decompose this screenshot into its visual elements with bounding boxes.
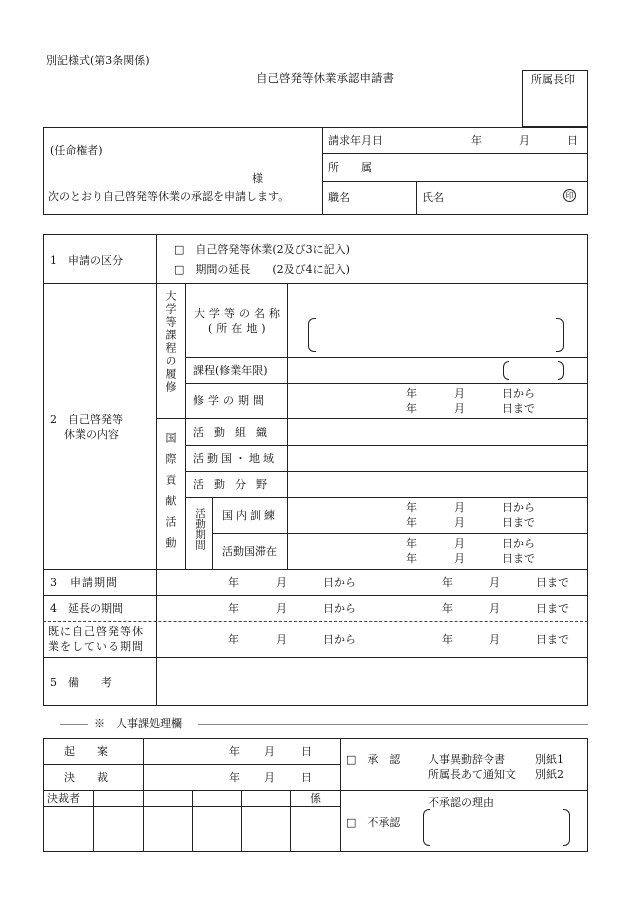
request-date-month[interactable]: 月 bbox=[519, 134, 530, 147]
stay-from-year[interactable]: 年 bbox=[406, 537, 417, 550]
field-label: 活動分野 bbox=[193, 478, 277, 491]
apply-from-day[interactable]: 日から bbox=[323, 576, 356, 589]
affiliation-field[interactable] bbox=[380, 155, 585, 179]
study-period-label: 修学の期間 bbox=[193, 394, 268, 407]
decision-day[interactable]: 日 bbox=[301, 771, 312, 784]
intl-group-label: 国際貢献活動 bbox=[164, 432, 177, 558]
reason-paren-left-icon bbox=[423, 809, 430, 846]
univ-group-label: 大学等課程の履修 bbox=[164, 290, 177, 394]
training-to-day[interactable]: 日まで bbox=[502, 516, 535, 529]
affiliation-label: 所 属 bbox=[328, 161, 372, 174]
request-date-year[interactable]: 年 bbox=[471, 134, 482, 147]
course-label: 課程(修業年限) bbox=[193, 364, 268, 377]
abroad-stay-label: 活動国滞在 bbox=[222, 545, 277, 558]
stay-from-month[interactable]: 月 bbox=[454, 537, 465, 550]
domestic-training-label: 国内訓練 bbox=[222, 509, 278, 522]
ext-from-day[interactable]: 日から bbox=[323, 602, 356, 615]
section2-label-line1: 2 自己啓発等 bbox=[50, 413, 123, 426]
course-paren-left-icon bbox=[503, 361, 509, 380]
stay-to-year[interactable]: 年 bbox=[406, 552, 417, 565]
section1-label: 1 申請の区分 bbox=[50, 254, 123, 267]
doc1-name: 人事異動辞令書 bbox=[428, 753, 505, 766]
apply-to-day[interactable]: 日まで bbox=[536, 576, 569, 589]
existing-from-month[interactable]: 月 bbox=[276, 633, 287, 646]
org-field[interactable] bbox=[290, 420, 585, 443]
form-reference: 別記様式(第3条関係) bbox=[46, 54, 150, 67]
staff-label: 係 bbox=[310, 792, 321, 805]
disapprove-reason-field[interactable] bbox=[420, 808, 576, 848]
univ-name-field[interactable] bbox=[300, 316, 568, 352]
field-field[interactable] bbox=[290, 473, 585, 495]
decision-label: 決 裁 bbox=[64, 771, 108, 784]
study-from-year[interactable]: 年 bbox=[406, 387, 417, 400]
doc1-ref: 別紙1 bbox=[535, 753, 564, 766]
draft-label: 起 案 bbox=[64, 745, 108, 758]
disapprove-reason-label: 不承認の理由 bbox=[428, 796, 494, 809]
stay-from-day[interactable]: 日から bbox=[502, 537, 535, 550]
request-statement: 次のとおり自己啓発等休業の承認を申請します。 bbox=[48, 190, 290, 203]
study-from-month[interactable]: 月 bbox=[454, 387, 465, 400]
study-from-day[interactable]: 日から bbox=[502, 387, 535, 400]
study-to-month[interactable]: 月 bbox=[454, 402, 465, 415]
ext-to-day[interactable]: 日まで bbox=[536, 602, 569, 615]
apply-from-month[interactable]: 月 bbox=[276, 576, 287, 589]
training-to-month[interactable]: 月 bbox=[454, 516, 465, 529]
ext-from-month[interactable]: 月 bbox=[276, 602, 287, 615]
doc2-ref: 別紙2 bbox=[535, 768, 564, 781]
apply-from-year[interactable]: 年 bbox=[228, 576, 239, 589]
univ-name-paren-left-icon bbox=[308, 318, 316, 352]
ext-to-month[interactable]: 月 bbox=[489, 602, 500, 615]
decision-year[interactable]: 年 bbox=[229, 771, 240, 784]
stay-to-month[interactable]: 月 bbox=[454, 552, 465, 565]
univ-name-paren-right-icon bbox=[556, 318, 564, 352]
position-field[interactable] bbox=[352, 184, 412, 212]
disapprove-checkbox[interactable]: □ 不承認 bbox=[346, 816, 401, 829]
univ-name-label: 大学等の名称 bbox=[194, 307, 284, 320]
request-date-day[interactable]: 日 bbox=[567, 134, 578, 147]
study-to-day[interactable]: 日まで bbox=[502, 402, 535, 415]
training-to-year[interactable]: 年 bbox=[406, 516, 417, 529]
draft-month[interactable]: 月 bbox=[264, 745, 275, 758]
draft-day[interactable]: 日 bbox=[301, 745, 312, 758]
draft-year[interactable]: 年 bbox=[229, 745, 240, 758]
appointer-label: (任命権者) bbox=[50, 144, 103, 157]
existing-period-line1: 既に自己啓発等休 bbox=[48, 625, 144, 638]
section2-label-line2: 休業の内容 bbox=[64, 428, 119, 441]
name-field[interactable] bbox=[450, 184, 555, 212]
ext-to-year[interactable]: 年 bbox=[442, 602, 453, 615]
study-to-year[interactable]: 年 bbox=[406, 402, 417, 415]
training-from-month[interactable]: 月 bbox=[454, 501, 465, 514]
existing-period-line2: 業をしている期間 bbox=[48, 640, 144, 653]
decision-month[interactable]: 月 bbox=[264, 771, 275, 784]
course-paren-right-icon bbox=[558, 361, 564, 380]
stay-to-day[interactable]: 日まで bbox=[502, 552, 535, 565]
request-date-label: 請求年月日 bbox=[328, 134, 383, 147]
processing-heading: ※ 人事課処理欄 bbox=[94, 717, 182, 730]
existing-to-day[interactable]: 日まで bbox=[536, 633, 569, 646]
apply-to-month[interactable]: 月 bbox=[489, 576, 500, 589]
seal-mark-icon: 印 bbox=[563, 189, 576, 202]
option-extension-checkbox[interactable]: □ 期間の延長 (2及び4に記入) bbox=[174, 263, 350, 276]
country-label: 活動国・地域 bbox=[193, 452, 277, 465]
approve-checkbox[interactable]: □ 承 認 bbox=[346, 753, 401, 766]
approver-label: 決裁者 bbox=[47, 792, 80, 805]
existing-from-day[interactable]: 日から bbox=[323, 633, 356, 646]
training-from-year[interactable]: 年 bbox=[406, 501, 417, 514]
existing-to-month[interactable]: 月 bbox=[489, 633, 500, 646]
form-title: 自己啓発等休業承認申請書 bbox=[256, 71, 394, 85]
section5-label: 5 備 考 bbox=[50, 676, 112, 689]
training-from-day[interactable]: 日から bbox=[502, 501, 535, 514]
section4-label: 4 延長の期間 bbox=[50, 602, 123, 615]
seal-label: 所属長印 bbox=[531, 73, 575, 86]
option-self-development-checkbox[interactable]: □ 自己啓発等休業(2及び3に記入) bbox=[174, 243, 350, 256]
section3-label: 3 申請期間 bbox=[50, 576, 118, 589]
org-label: 活動組織 bbox=[193, 426, 277, 439]
existing-from-year[interactable]: 年 bbox=[228, 633, 239, 646]
remarks-field[interactable] bbox=[160, 660, 585, 704]
apply-to-year[interactable]: 年 bbox=[442, 576, 453, 589]
name-label: 氏名 bbox=[422, 191, 444, 204]
reason-paren-right-icon bbox=[563, 809, 570, 846]
ext-from-year[interactable]: 年 bbox=[228, 602, 239, 615]
activity-period-group-label: 活動期間 bbox=[194, 508, 206, 550]
doc2-name: 所属長あて通知文 bbox=[428, 768, 516, 781]
univ-location-label: (所在地) bbox=[208, 322, 270, 335]
country-field[interactable] bbox=[290, 447, 585, 469]
honorific-sama: 様 bbox=[252, 172, 263, 185]
existing-to-year[interactable]: 年 bbox=[442, 633, 453, 646]
position-label: 職名 bbox=[328, 191, 350, 204]
